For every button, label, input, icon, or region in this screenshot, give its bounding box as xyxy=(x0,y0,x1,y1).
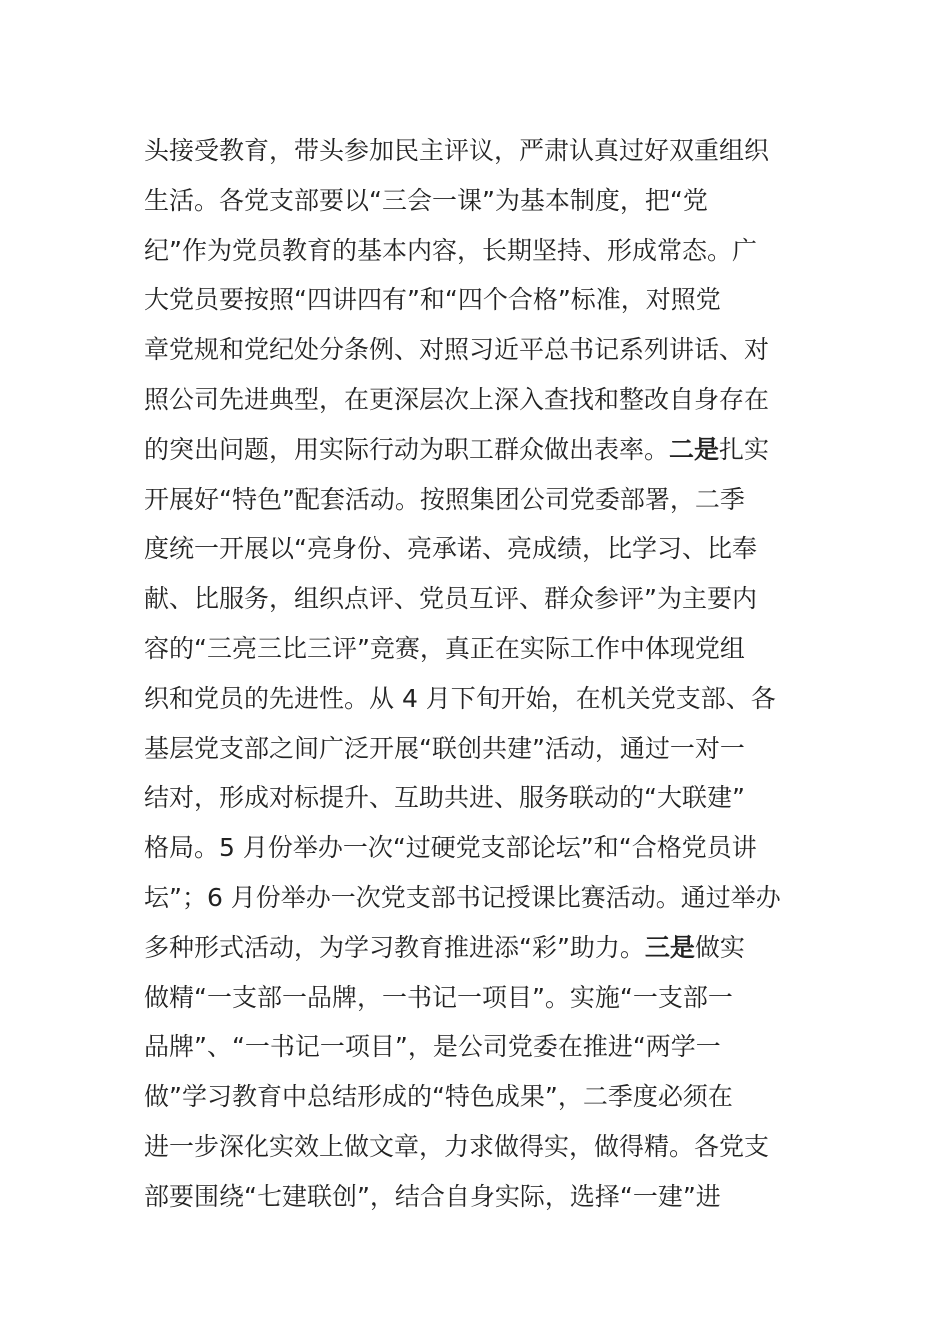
text-line xyxy=(144,773,824,823)
line-text: 照公司先进典型，在更深层次上深入查找和整改自身存在 xyxy=(144,384,770,414)
text-line xyxy=(144,574,824,624)
line-text: 做实 xyxy=(694,932,745,962)
point-marker-two: 二是 xyxy=(669,434,720,464)
line-text: 格局。5 月份举办一次“过硬党支部论坛”和“合格党员讲 xyxy=(144,833,757,863)
line-text: 生活。各党支部要以“三会一课”为基本制度，把“党 xyxy=(144,185,708,215)
text-line xyxy=(144,226,824,276)
line-text: 大党员要按照“四讲四有”和“四个合格”标准，对照党 xyxy=(144,285,721,315)
line-text: 品牌”、“一书记一项目”，是公司党委在推进“两学一 xyxy=(144,1032,721,1062)
text-line xyxy=(144,475,824,525)
text-line xyxy=(144,524,824,574)
text-line xyxy=(144,275,824,325)
text-line xyxy=(144,1122,824,1172)
body-text xyxy=(144,126,824,1222)
text-line xyxy=(144,325,824,375)
text-line xyxy=(144,1072,824,1122)
text-line xyxy=(144,176,824,226)
text-line xyxy=(144,724,824,774)
text-line xyxy=(144,1172,824,1222)
line-text: 献、比服务，组织点评、党员互评、群众参评”为主要内 xyxy=(144,584,757,614)
line-text: 坛”；6 月份举办一次党支部书记授课比赛活动。通过举办 xyxy=(144,882,781,912)
text-line xyxy=(144,1022,824,1072)
text-line xyxy=(144,973,824,1023)
line-text: 结对，形成对标提升、互助共进、服务联动的“大联建” xyxy=(144,783,745,813)
text-line xyxy=(144,823,824,873)
line-text: 部要围绕“七建联创”，结合自身实际，选择“一建”进 xyxy=(144,1181,721,1211)
text-line xyxy=(144,923,824,973)
line-text: 做”学习教育中总结形成的“特色成果”，二季度必须在 xyxy=(144,1082,733,1112)
line-text: 头接受教育，带头参加民主评议，严肃认真过好双重组织 xyxy=(144,136,770,165)
line-text: 的突出问题，用实际行动为职工群众做出表率。 xyxy=(144,434,670,464)
line-text: 纪”作为党员教育的基本内容，长期坚持、形成常态。广 xyxy=(144,235,757,265)
line-text: 基层党支部之间广泛开展“联创共建”活动，通过一对一 xyxy=(144,733,745,763)
text-line xyxy=(144,873,824,923)
text-line xyxy=(144,624,824,674)
text-line xyxy=(144,126,824,176)
line-text: 进一步深化实效上做文章，力求做得实，做得精。各党支 xyxy=(144,1131,770,1161)
text-line xyxy=(144,375,824,425)
line-text: 章党规和党纪处分条例、对照习近平总书记系列讲话、对 xyxy=(144,335,770,365)
line-text: 扎实 xyxy=(719,434,770,464)
text-line xyxy=(144,674,824,724)
line-text: 做精“一支部一品牌，一书记一项目”。实施“一支部一 xyxy=(144,982,733,1012)
line-text: 容的“三亮三比三评”竞赛，真正在实际工作中体现党组 xyxy=(144,633,745,663)
line-text: 织和党员的先进性。从 4 月下旬开始，在机关党支部、各 xyxy=(144,683,776,713)
point-marker-three: 三是 xyxy=(644,932,695,962)
line-text: 多种形式活动，为学习教育推进添“彩”助力。 xyxy=(144,932,645,962)
line-text: 度统一开展以“亮身份、亮承诺、亮成绩，比学习、比奉 xyxy=(144,534,757,564)
line-text: 开展好“特色”配套活动。按照集团公司党委部署，二季 xyxy=(144,484,745,514)
text-line xyxy=(144,425,824,475)
